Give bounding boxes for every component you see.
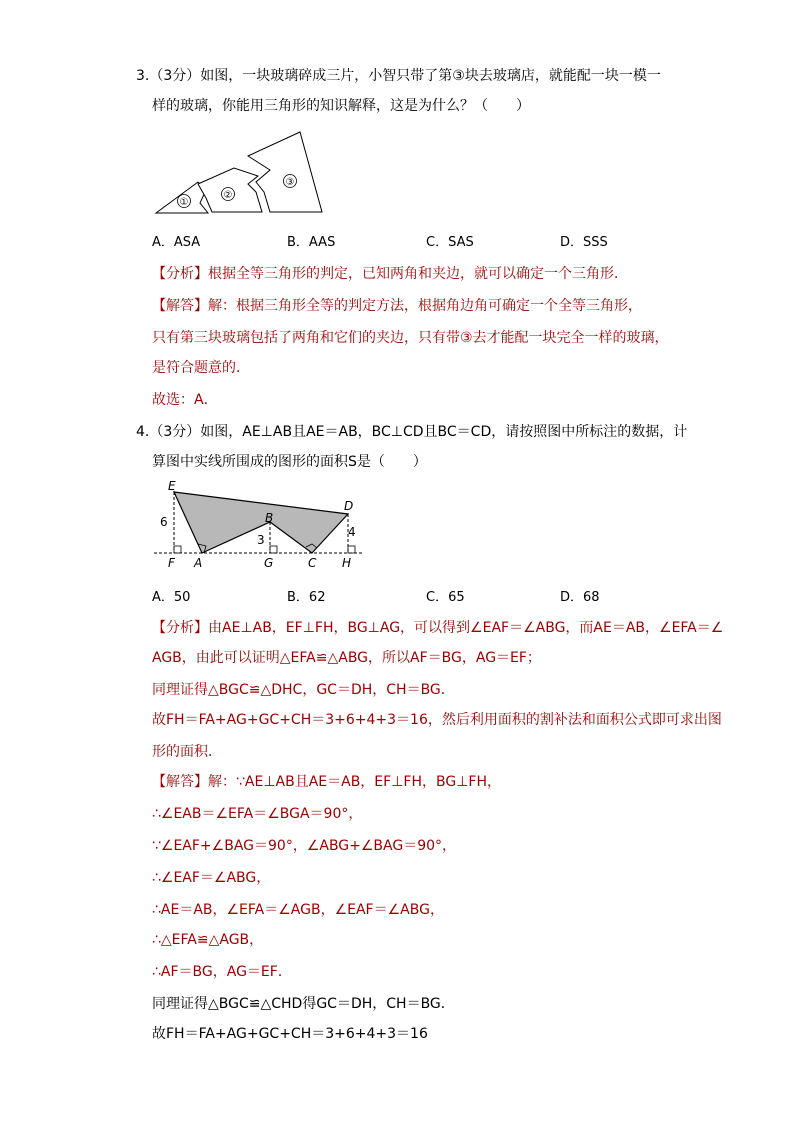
point-B: B [265,511,274,525]
q4-option-c: C．65 [426,590,465,605]
answer-tag: 【解答】 [152,298,208,314]
q4-step-2: ∴∠EAB＝∠EFA＝∠BGA＝90°， [152,806,363,822]
q3-answer-line2: 只有第三块玻璃包括了两角和它们的夹边，只有带③去才能配一块完全一样的玻璃， [152,330,669,346]
glass-label-3: ③ [285,177,295,188]
q3-answer-line1 [152,296,642,316]
answer-tag: 【解答】 [152,774,208,790]
length-4: 4 [348,525,356,539]
analysis-tag: 【分析】 [152,266,208,282]
q4-geometry-figure [150,478,370,576]
glass-label-2: ② [223,190,233,201]
point-A: A [194,556,203,570]
q4-analysis-line1 [152,618,723,638]
q4-analysis-line2: AGB，由此可以证明△EFA≌△ABG，所以AF＝BG，AG＝EF； [152,650,541,666]
answer-text: 解：根据三角形全等的判定方法，根据角边角可确定一个全等三角形， [208,298,642,314]
point-D: D [344,499,354,513]
analysis-tag: 【分析】 [152,620,208,636]
analysis-text: 由AE⊥AB，EF⊥FH，BG⊥AG，可以得到∠EAF＝∠ABG，而AE＝AB，∠EFA＝∠ [208,620,724,636]
q4-step-8: 同理证得△BGC≌△CHD得GC＝DH，CH＝BG． [152,996,455,1012]
point-C: C [308,556,317,570]
point-G: G [264,556,274,570]
q3-stem-line2: 样的玻璃，你能用三角形的知识解释，这是为什么？（ ） [152,98,530,114]
q4-stem-line2: 算图中实线所围成的图形的面积S是（ ） [152,454,427,470]
q3-analysis [152,264,628,284]
q4-step-6: ∴△EFA≌△AGB， [152,932,264,948]
q4-answer-line1 [152,772,501,792]
q3-option-b: B．AAS [287,235,336,250]
q3-glass-figure [150,128,330,220]
q4-step-7: ∴AF＝BG，AG＝EF． [152,964,292,980]
q3-option-d: D．SSS [560,235,608,250]
glass-piece-3 [248,132,322,212]
q4-analysis-line5: 形的面积． [152,744,222,760]
q3-option-a: A．ASA [152,235,201,250]
glass-label-1: ① [179,197,189,208]
point-H: H [342,556,352,570]
q3-answer-line3: 是符合题意的． [152,360,250,376]
q3-choice: 故选：A． [152,392,218,408]
q4-option-b: B．62 [287,590,326,605]
q4-step-9: 故FH＝FA+AG+GC+CH＝3+6+4+3＝16 [152,1026,428,1042]
q4-analysis-line4: 故FH＝FA+AG+GC+CH＝3+6+4+3＝16，然后利用面积的割补法和面积公式即可求出图 [152,712,722,728]
q4-stem-line1: 4.（3分）如图，AE⊥AB且AE＝AB，BC⊥CD且BC＝CD，请按照图中所标注的数据，计 [136,424,688,440]
point-F: F [168,556,175,570]
q4-step-3: ∵∠EAF+∠BAG＝90°，∠ABG+∠BAG＝90°， [152,838,457,854]
answer-text: 解：∵AE⊥AB且AE＝AB，EF⊥FH，BG⊥FH， [208,774,501,790]
q3-stem-line1: 3.（3分）如图，一块玻璃碎成三片，小智只带了第③块去玻璃店，就能配一块一模一 [136,68,661,84]
length-3: 3 [257,533,265,547]
q4-option-a: A．50 [152,590,191,605]
q4-step-4: ∴∠EAF＝∠ABG， [152,870,271,886]
q4-option-d: D．68 [560,590,600,605]
point-E: E [168,479,176,493]
q3-option-c: C．SAS [426,235,474,250]
q4-analysis-line3: 同理证得△BGC≌△DHC，GC＝DH，CH＝BG． [152,682,455,698]
length-6: 6 [160,515,168,529]
q4-step-5: ∴AE＝AB，∠EFA＝∠AGB，∠EAF＝∠ABG， [152,902,444,918]
analysis-text: 根据全等三角形的判定，已知两角和夹边，就可以确定一个三角形． [208,266,628,282]
